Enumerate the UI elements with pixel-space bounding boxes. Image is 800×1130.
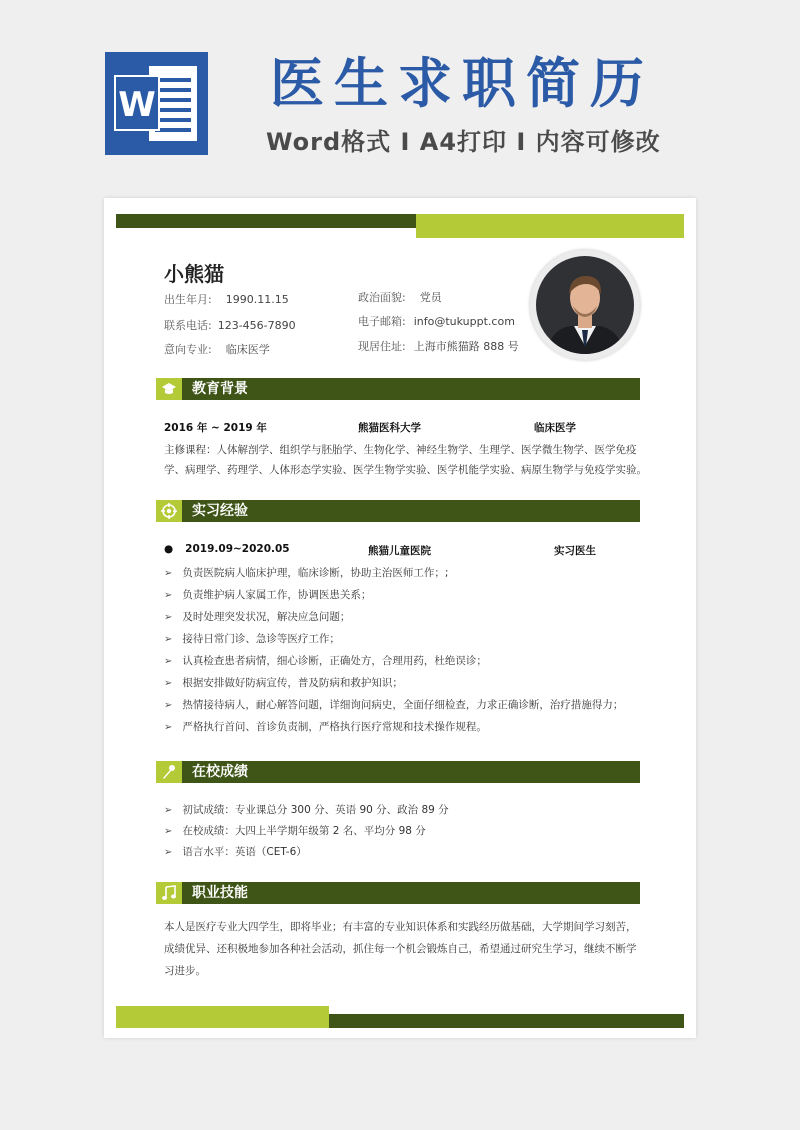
graduation-cap-icon [156,378,182,400]
arrow-bullet-icon: ➢ [164,678,173,689]
arrow-bullet-icon: ➢ [164,700,173,711]
duty-item [164,653,487,668]
arrow-bullet-icon: ➢ [164,612,173,623]
arrow-bullet-icon: ➢ [164,634,173,645]
svg-text:W: W [118,85,156,125]
microphone-icon [156,761,182,783]
section-grades-title: 在校成绩 [192,764,248,780]
intern-header-row [164,543,290,555]
edu-courses-line1: 主修课程：人体解剖学、组织学与胚胎学、生物化学、神经生物学、生理学、医学微生物学、医学免疫 [164,444,637,456]
section-grades-header [156,761,640,783]
section-skills-header [156,882,640,904]
avatar [530,250,640,360]
section-education-title: 教育背景 [192,381,248,397]
duty-item [164,697,623,712]
intern-org: 熊猫儿童医院 [368,545,431,557]
edu-courses-line2: 学、病理学、药理学、人体形态学实验、医学生物学实验、医学机能学实验、病原生物学与免疫学实验。 [164,464,647,476]
edu-degree: 临床医学 [534,422,576,434]
duty-text: 接待日常门诊、急诊等医疗工作； [182,633,340,645]
banner-subtitle: Word格式 I A4打印 I 内容可修改 [266,128,661,156]
top-bar-accent [416,214,684,238]
arrow-bullet-icon: ➢ [164,722,173,733]
edu-school: 熊猫医科大学 [358,422,421,434]
arrow-bullet-icon: ➢ [164,590,173,601]
info-major: 意向专业: 临床医学 [164,343,270,356]
edu-period: 2016 年 ~ 2019 年 [164,422,267,434]
bottom-bar-dark [329,1014,684,1028]
duty-item [164,675,403,690]
grade-item [164,844,307,859]
duty-text: 负责医院病人临床护理，临床诊断，协助主治医师工作；; [182,567,449,579]
duty-text: 负责维护病人家属工作，协调医患关系； [182,589,372,601]
bottom-bar-accent [116,1006,329,1028]
word-logo-icon [105,52,208,155]
grade-item [164,823,426,838]
duty-text: 及时处理突发状况，解决应急问题； [182,611,351,623]
grade-item [164,802,449,817]
duty-item [164,631,340,646]
section-internship-header [156,500,640,522]
music-note-icon [156,882,182,904]
banner-title: 医生求职简历 [270,52,654,115]
duty-text: 根据安排做好防病宣传，普及防病和救护知识； [182,677,403,689]
duty-item [164,719,487,734]
info-phone: 联系电话: 123-456-7890 [164,319,296,332]
section-skills-title: 职业技能 [192,885,248,901]
candidate-name: 小熊猫 [164,262,224,286]
info-birth: 出生年月: 1990.11.15 [164,293,289,306]
skills-paragraph: 本人是医疗专业大四学生，即将毕业；有丰富的专业知识体系和实践经历做基础，大学期间学习刻苦，成绩优异、还积极地参加各种社会活动，抓住每一个机会锻炼自己，希望通过研究生学习，继续不断学习进步。 [164,921,637,977]
grade-text: 语言水平：英语（CET-6） [182,846,307,858]
grade-text: 初试成绩：专业课总分 300 分、英语 90 分、政治 89 分 [182,804,449,816]
top-bar-dark [116,214,416,228]
grade-text: 在校成绩：大四上半学期年级第 2 名、平均分 98 分 [182,825,426,837]
duty-text: 严格执行首问、首诊负责制，严格执行医疗常规和技术操作规程。 [182,721,487,733]
duty-item [164,565,448,580]
intern-role: 实习医生 [554,545,596,557]
target-icon [156,500,182,522]
duty-item [164,609,350,624]
info-email: 电子邮箱: info@tukuppt.com [358,315,515,328]
arrow-bullet-icon: ➢ [164,826,173,837]
duty-text: 热情接待病人，耐心解答问题，详细询问病史，全面仔细检查，力求正确诊断，治疗措施得力； [182,699,624,711]
arrow-bullet-icon: ➢ [164,805,173,816]
intern-period: 2019.09~2020.05 [185,543,290,555]
bullet-dot-icon: ● [164,543,174,555]
duty-text: 认真检查患者病情，细心诊断，正确处方，合理用药，杜绝误诊； [182,655,487,667]
info-politics: 政治面貌: 党员 [358,291,442,304]
duty-item [164,587,371,602]
resume-page [104,198,696,1038]
arrow-bullet-icon: ➢ [164,568,173,579]
arrow-bullet-icon: ➢ [164,656,173,667]
section-internship-title: 实习经验 [192,503,248,519]
info-address: 现居住址: 上海市熊猫路 888 号 [358,340,519,353]
section-education-header [156,378,640,400]
arrow-bullet-icon: ➢ [164,847,173,858]
